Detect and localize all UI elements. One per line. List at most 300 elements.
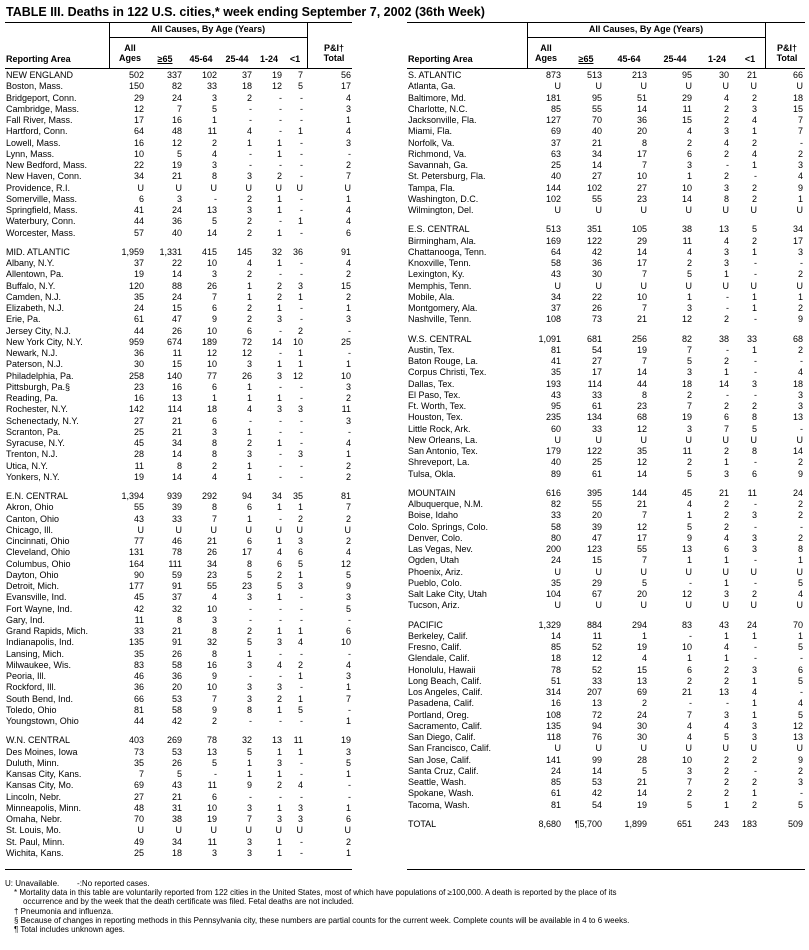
cell-all-ages: 16 [133, 393, 144, 403]
cell-45-64: 3 [211, 160, 217, 170]
cell-25-44: 3 [686, 303, 692, 313]
table-row [407, 126, 805, 137]
cell-65-plus: 34 [171, 438, 182, 448]
table-row [5, 604, 352, 615]
table-row [5, 160, 352, 171]
table-row [5, 502, 352, 513]
cell-pi-total: 2 [797, 457, 803, 468]
cell-45-64: 6 [211, 381, 217, 392]
cell-65-plus: 52 [591, 642, 602, 652]
cell-65-plus: 122 [586, 446, 602, 456]
reporting-area-cell: Charlotte, N.C. [408, 103, 468, 114]
cell-all-ages: U [137, 825, 144, 836]
cell-1-24: - [726, 389, 729, 400]
cell-all-ages: 235 [545, 412, 561, 423]
cell-45-64: 14 [636, 103, 647, 114]
cell-65-plus: 14 [591, 160, 602, 170]
cell-45-64: 7 [641, 303, 647, 313]
cell-all-ages: 314 [545, 687, 561, 697]
cell-pi-total: 15 [792, 103, 803, 114]
cell-all-ages: U [554, 743, 561, 754]
footnote-no-cases: -:No reported cases. [77, 879, 150, 888]
cell-1-24: 2 [723, 314, 729, 325]
cell-1-24: - [279, 216, 282, 227]
cell-all-ages: 25 [133, 847, 144, 858]
cell-25-44: 5 [686, 269, 692, 280]
cell-65-plus: 123 [586, 544, 602, 554]
cell-1-24: - [279, 115, 282, 125]
cell-65-plus: 33 [591, 389, 602, 400]
cell-25-44: 2 [246, 303, 252, 313]
cell-all-ages: 58 [550, 521, 561, 532]
cell-under-1: - [754, 367, 757, 378]
cell-1-24: - [279, 648, 282, 659]
cell-pi-total: 3 [345, 592, 351, 603]
cell-25-44: 72 [241, 336, 252, 347]
cell-pi-total: - [800, 653, 803, 664]
cell-25-44: U [685, 743, 692, 754]
cell-all-ages: 200 [545, 544, 561, 554]
cell-45-64: 7 [211, 693, 217, 704]
cell-25-44: 2 [246, 92, 252, 103]
cell-all-ages: 11 [134, 614, 144, 625]
footnote-unavailable: U: Unavailable. [5, 879, 60, 888]
cell-under-1: - [300, 603, 303, 614]
reporting-area-cell: Boise, Idaho [408, 510, 459, 521]
cell-under-1: 3 [297, 280, 303, 291]
cell-45-64: 6 [211, 791, 217, 802]
cell-1-24: - [279, 426, 282, 437]
cell-65-plus: 11 [592, 630, 602, 641]
cell-45-64: 21 [636, 777, 647, 787]
cell-25-44: 3 [246, 449, 252, 460]
table-row [5, 326, 352, 337]
cell-45-64: 2 [211, 716, 217, 726]
cell-45-64: 21 [636, 499, 647, 509]
cell-45-64: 7 [211, 513, 217, 524]
cell-25-44: - [249, 603, 252, 614]
cell-65-plus: 78 [171, 547, 182, 558]
cell-25-44: 3 [246, 847, 252, 858]
cell-pi-total: 5 [797, 709, 803, 720]
cell-25-44: U [685, 81, 692, 92]
cell-45-64: 9 [211, 704, 217, 715]
cell-25-44: 3 [246, 205, 252, 215]
cell-1-24: 1 [723, 457, 729, 468]
reporting-area-cell: S. ATLANTIC [408, 70, 462, 80]
cell-65-plus: U [595, 280, 602, 291]
cell-65-plus: 55 [591, 499, 602, 509]
cell-pi-total: 4 [345, 659, 351, 670]
cell-25-44: 1 [246, 426, 252, 437]
reporting-area-cell: St. Louis, Mo. [6, 825, 62, 836]
cell-pi-total: 7 [797, 126, 803, 137]
reporting-area-cell: Sacramento, Calif. [408, 720, 483, 731]
cell-pi-total: U [796, 600, 803, 611]
table-row [5, 371, 352, 382]
table-row [5, 769, 352, 780]
cell-pi-total: 2 [345, 269, 351, 280]
table-row [5, 258, 352, 269]
cell-45-64: 292 [201, 491, 217, 501]
reporting-area-cell: Denver, Colo. [408, 532, 463, 543]
cell-1-24: - [726, 291, 729, 302]
reporting-area-cell: Spokane, Wash. [408, 788, 474, 799]
cell-1-24: - [279, 603, 282, 614]
cell-65-plus: 21 [591, 137, 602, 148]
reporting-area-cell: Scranton, Pa. [6, 426, 61, 437]
table-row [5, 780, 352, 791]
cell-under-1: 4 [297, 780, 303, 791]
cell-under-1: U [750, 81, 757, 92]
cell-65-plus: 27 [591, 356, 602, 366]
cell-65-plus: 13 [591, 698, 602, 709]
cell-25-44: 1 [686, 653, 692, 664]
age-group-header: All Causes, By Age (Years) [150, 24, 266, 34]
cell-65-plus: 18 [171, 847, 182, 858]
cell-45-64: 20 [636, 126, 647, 137]
cell-25-44: - [249, 115, 252, 125]
cell-all-ages: 46 [133, 671, 144, 681]
cell-all-ages: 37 [133, 258, 144, 268]
cell-under-1: 5 [297, 558, 303, 569]
cell-25-44: 2 [246, 269, 252, 280]
cell-under-1: 6 [297, 547, 303, 558]
cell-pi-total: 34 [792, 224, 803, 235]
cell-45-64: 36 [636, 115, 647, 125]
cell-25-44: 2 [686, 258, 692, 268]
cell-65-plus: 102 [586, 182, 602, 193]
right-table-body [407, 70, 805, 830]
reporting-area-cell: Evansville, Ind. [6, 592, 67, 603]
cell-25-44: 10 [681, 642, 692, 652]
table-row [5, 694, 352, 705]
cell-all-ages: 513 [545, 224, 561, 235]
cell-1-24: 4 [723, 642, 729, 652]
cell-25-44: 18 [241, 81, 252, 92]
cell-25-44: 37 [241, 70, 252, 80]
footnote-mortality: * Mortality data in this table are voluntarily reported from 122 cities in the United States, most of which have populations of ≥100,000. A death is reported by the place of its [14, 888, 617, 898]
cell-65-plus: 681 [586, 333, 602, 344]
cell-under-1: 2 [751, 235, 757, 246]
cell-25-44: 3 [686, 160, 692, 170]
cell-under-1: 1 [751, 246, 757, 257]
cell-pi-total: 24 [792, 487, 803, 498]
cell-pi-total: - [800, 137, 803, 148]
cell-all-ages: 102 [545, 193, 561, 204]
table-row [407, 314, 805, 325]
cell-pi-total: - [348, 426, 351, 437]
cell-under-1: - [300, 205, 303, 215]
cell-65-plus: 21 [171, 415, 182, 426]
cell-65-plus: 34 [171, 836, 182, 847]
cell-under-1: 2 [751, 137, 757, 148]
cell-under-1: 3 [297, 802, 303, 813]
cell-25-44: 12 [681, 314, 692, 325]
cell-25-44: 19 [681, 412, 692, 423]
cell-all-ages: 25 [133, 426, 144, 437]
cell-1-24: 12 [271, 81, 282, 92]
cell-25-44: 3 [686, 423, 692, 434]
reporting-area-cell: Tacoma, Wash. [408, 799, 470, 810]
cell-65-plus: 42 [171, 716, 182, 726]
cell-25-44: 14 [681, 193, 692, 204]
cell-all-ages: 34 [133, 171, 144, 182]
cell-1-24: 2 [276, 291, 282, 302]
reporting-area-cell: St. Paul, Minn. [6, 836, 65, 847]
cell-all-ages: U [554, 566, 561, 577]
cell-pi-total: 25 [340, 336, 351, 347]
cell-45-64: - [214, 193, 217, 204]
cell-45-64: 10 [206, 258, 217, 268]
cell-all-ages: 81 [550, 799, 561, 810]
table-row [407, 600, 805, 611]
cell-all-ages: 43 [550, 269, 561, 280]
cell-65-plus: 29 [591, 577, 602, 588]
cell-all-ages: 45 [133, 438, 144, 448]
cell-all-ages: 12 [133, 103, 144, 114]
cell-under-1: U [750, 566, 757, 577]
reporting-area-cell: Lincoln, Nebr. [6, 791, 62, 802]
col-65-plus: ≥65 [578, 54, 594, 64]
cell-pi-total: 5 [345, 569, 351, 580]
reporting-area-cell: Toledo, Ohio [6, 704, 57, 715]
reporting-area-cell: Reading, Pa. [6, 393, 59, 403]
reporting-area-cell: Lowell, Mass. [6, 137, 61, 148]
table-row [5, 281, 352, 292]
cell-25-44: 6 [686, 148, 692, 159]
cell-65-plus: 21 [171, 791, 182, 802]
cell-under-1: 2 [751, 182, 757, 193]
table-row [407, 205, 805, 216]
reporting-area-cell: Jacksonville, Fla. [408, 115, 477, 125]
cell-45-64: 14 [636, 246, 647, 257]
cell-pi-total: 4 [797, 698, 803, 709]
cell-pi-total: 1 [345, 115, 351, 125]
cell-under-1: - [300, 471, 303, 482]
cell-45-64: 3 [211, 847, 217, 858]
cell-under-1: - [300, 592, 303, 603]
table-row [407, 281, 805, 292]
cell-45-64: 11 [207, 836, 217, 847]
cell-65-plus: 25 [591, 457, 602, 468]
cell-45-64: 144 [631, 487, 647, 498]
reporting-area-cell: Akron, Ohio [6, 502, 54, 513]
cell-under-1: - [754, 653, 757, 664]
table-row [407, 589, 805, 600]
cell-1-24: 3 [723, 258, 729, 268]
cell-all-ages: 24 [550, 765, 561, 776]
cell-1-24: U [275, 182, 282, 193]
reporting-area-cell: Atlanta, Ga. [408, 81, 456, 92]
cell-25-44: 4 [686, 126, 692, 137]
reporting-area-cell: Canton, Ohio [6, 513, 60, 524]
reporting-area-cell: South Bend, Ind. [6, 693, 74, 704]
table-row [5, 303, 352, 314]
table-row [407, 81, 805, 92]
cell-25-44: 3 [246, 802, 252, 813]
cell-pi-total: 6 [345, 814, 351, 824]
reporting-area-cell: Milwaukee, Wis. [6, 659, 72, 670]
cell-under-1: 3 [751, 532, 757, 543]
cell-45-64: 28 [636, 754, 647, 765]
cell-45-64: 77 [206, 370, 217, 381]
table-row [5, 216, 352, 227]
cell-under-1: - [754, 521, 757, 532]
reporting-area-cell: Phoenix, Ariz. [408, 566, 464, 577]
cell-65-plus: 22 [591, 291, 602, 302]
cell-45-64: 10 [206, 359, 217, 370]
cell-65-plus: 16 [171, 381, 182, 392]
cell-pi-total: 5 [797, 577, 803, 588]
cell-pi-total: 19 [340, 735, 351, 746]
cell-45-64: 14 [636, 788, 647, 799]
cell-25-44: 4 [246, 126, 252, 137]
cell-under-1: 2 [751, 777, 757, 787]
cell-25-44: 4 [686, 732, 692, 742]
reporting-area-cell: San Francisco, Calif. [408, 743, 492, 754]
cell-pi-total: - [800, 258, 803, 268]
cell-65-plus: U [595, 566, 602, 577]
cell-under-1: - [300, 137, 303, 148]
table-row [407, 412, 805, 423]
cell-25-44: 2 [246, 227, 252, 238]
cell-pi-total: 6 [345, 626, 351, 636]
reporting-area-cell: Kansas City, Kans. [6, 769, 82, 779]
cell-25-44: 5 [686, 521, 692, 532]
cell-25-44: 651 [676, 818, 692, 829]
cell-under-1: 1 [297, 502, 303, 513]
reporting-area-cell: Mobile, Ala. [408, 291, 455, 302]
cell-65-plus: 15 [171, 359, 182, 370]
cell-45-64: 10 [206, 802, 217, 813]
cell-1-24: 2 [723, 148, 729, 159]
cell-25-44: 1 [246, 381, 252, 392]
cell-45-64: 12 [206, 348, 217, 358]
cell-pi-total: 9 [797, 468, 803, 479]
cell-45-64: 23 [206, 569, 217, 580]
cell-45-64: 26 [206, 280, 217, 291]
cell-pi-total: 2 [345, 471, 351, 482]
cell-45-64: 1 [211, 393, 217, 403]
cell-25-44: 1 [246, 513, 252, 524]
reporting-area-cell: Yonkers, N.Y. [6, 471, 60, 482]
table-row [5, 682, 352, 693]
cell-pi-total: 68 [792, 333, 803, 344]
cell-all-ages: 44 [133, 325, 144, 336]
cell-all-ages: 8,680 [538, 818, 561, 829]
table-row [5, 393, 352, 404]
cell-1-24: 2 [723, 446, 729, 456]
cell-under-1: - [300, 193, 303, 204]
reporting-area-cell: Glendale, Calif. [408, 653, 470, 664]
cell-all-ages: 57 [133, 227, 144, 238]
reporting-area-cell: NEW ENGLAND [6, 70, 74, 80]
cell-pi-total: U [796, 566, 803, 577]
cell-under-1: 1 [751, 698, 757, 709]
cell-pi-total: 1 [797, 193, 803, 204]
cell-25-44: 4 [686, 499, 692, 509]
table-row [407, 424, 805, 435]
cell-45-64: 10 [636, 171, 647, 182]
cell-under-1: - [300, 103, 303, 114]
cell-65-plus: 15 [591, 555, 602, 566]
cell-1-24: 6 [723, 412, 729, 423]
table-row [407, 687, 805, 698]
cell-1-24: 2 [276, 171, 282, 182]
reporting-area-cell: Erie, Pa. [6, 314, 41, 325]
table-row [407, 292, 805, 303]
cell-65-plus: 53 [171, 693, 182, 704]
cell-1-24: 1 [723, 630, 729, 641]
col-all-ages: All Ages [118, 43, 141, 63]
table-row [407, 777, 805, 788]
cell-45-64: 2 [211, 460, 217, 471]
cell-all-ages: 6 [138, 193, 144, 204]
cell-pi-total: 4 [345, 205, 351, 215]
cell-under-1: 4 [751, 148, 757, 159]
reporting-area-cell: Santa Cruz, Calif. [408, 765, 479, 776]
cell-65-plus: 939 [166, 491, 182, 501]
reporting-area-cell: San Jose, Calif. [408, 754, 472, 765]
cell-65-plus: 20 [591, 510, 602, 521]
cell-1-24: 2 [723, 754, 729, 765]
cell-all-ages: 80 [550, 532, 561, 543]
cell-pi-total: 3 [797, 246, 803, 257]
table-row [5, 314, 352, 325]
cell-all-ages: 44 [133, 716, 144, 726]
cell-1-24: U [722, 434, 729, 445]
table-row [5, 491, 352, 502]
cell-25-44: 3 [246, 682, 252, 693]
cell-pi-total: 91 [340, 246, 351, 257]
cell-45-64: 11 [207, 780, 217, 791]
reporting-area-cell: E.S. CENTRAL [408, 224, 470, 235]
cell-65-plus: 33 [591, 423, 602, 434]
cell-25-44: 9 [246, 780, 252, 791]
cell-45-64: 15 [636, 664, 647, 675]
cell-45-64: 19 [206, 814, 217, 824]
cell-pi-total: 3 [345, 103, 351, 114]
cell-all-ages: 141 [545, 754, 561, 765]
cell-under-1: 1 [297, 569, 303, 580]
cell-65-plus: 15 [171, 303, 182, 313]
cell-pi-total: - [800, 356, 803, 366]
cell-65-plus: 884 [586, 619, 602, 630]
table-row [407, 183, 805, 194]
reporting-area-cell: MOUNTAIN [408, 487, 456, 498]
cell-all-ages: 35 [550, 367, 561, 378]
cell-all-ages: 104 [545, 589, 561, 599]
cell-under-1: - [754, 765, 757, 776]
cell-25-44: 3 [246, 659, 252, 670]
table-row [407, 743, 805, 754]
cell-45-64: 32 [206, 637, 217, 648]
cell-pi-total: 1 [345, 716, 351, 726]
table-row [5, 70, 352, 81]
cell-all-ages: 22 [133, 160, 144, 170]
cell-all-ages: 169 [545, 235, 561, 246]
cell-pi-total: - [800, 521, 803, 532]
cell-45-64: 21 [636, 314, 647, 325]
cell-pi-total: 3 [345, 137, 351, 148]
cell-25-44: 4 [246, 404, 252, 415]
table-row [5, 115, 352, 126]
table-row [407, 510, 805, 521]
cell-under-1: - [300, 160, 303, 170]
cell-65-plus: 31 [171, 802, 182, 813]
cell-under-1: - [754, 577, 757, 588]
